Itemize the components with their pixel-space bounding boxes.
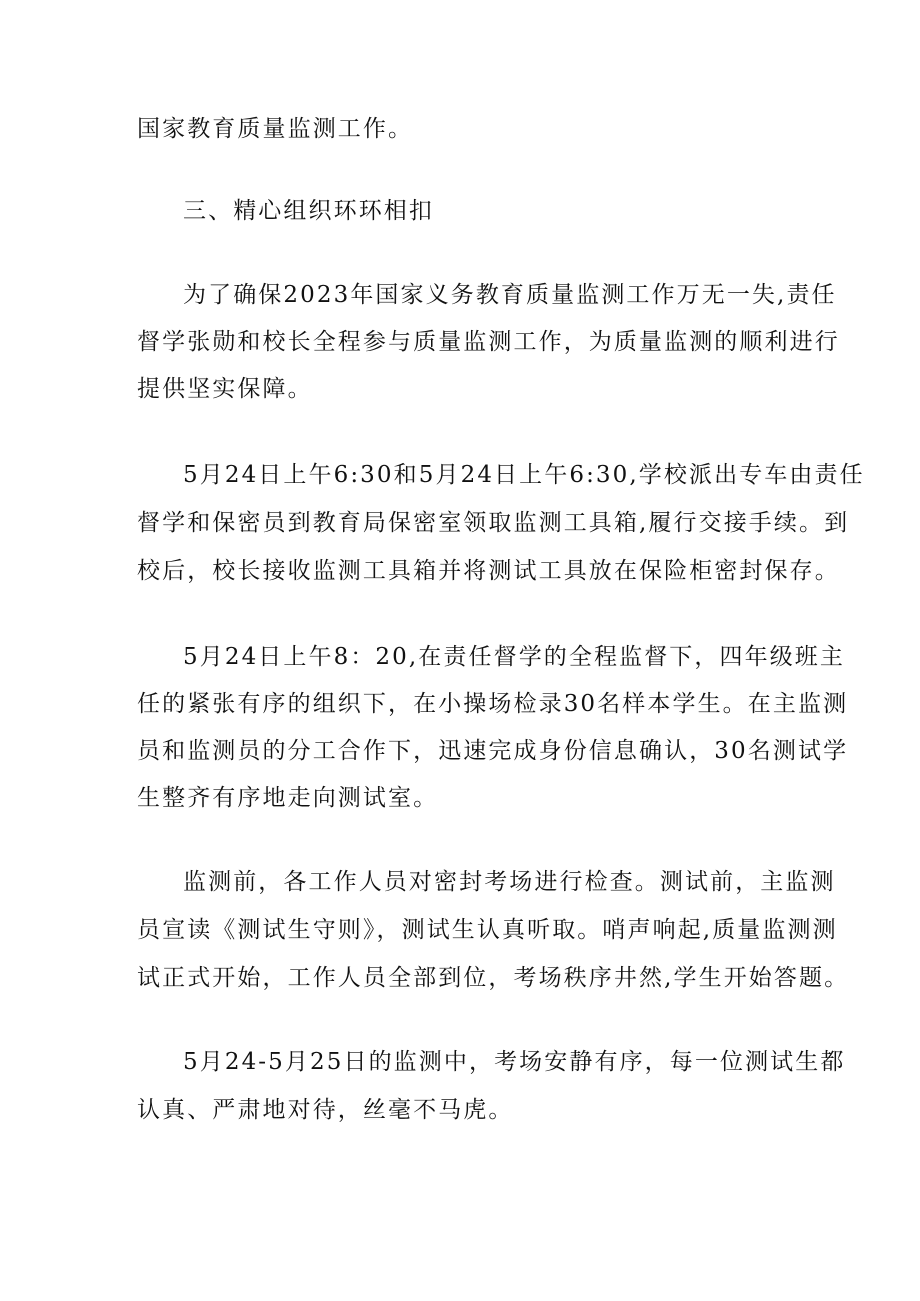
paragraph-1-line-1: 为了确保2023年国家义务教育质量监测工作万无一失,责任 bbox=[183, 282, 837, 308]
paragraph-5-line-2: 认真、严肃地对待，丝毫不马虎。 bbox=[137, 1097, 514, 1123]
section-heading: 三、精心组织环环相扣 bbox=[183, 198, 434, 224]
paragraph-3-line-4: 生整齐有序地走向测试室。 bbox=[137, 785, 439, 811]
intro-line: 国家教育质量监测工作。 bbox=[137, 116, 414, 142]
paragraph-4-line-2: 员宣读《测试生守则》，测试生认真听取。哨声响起,质量监测测 bbox=[137, 917, 838, 943]
paragraph-3-line-1: 5月24日上午8：20,在责任督学的全程监督下，四年级班主 bbox=[183, 644, 846, 670]
paragraph-1-line-2: 督学张勋和校长全程参与质量监测工作，为质量监测的顺利进行 bbox=[137, 329, 840, 355]
paragraph-2-line-3: 校后，校长接收监测工具箱并将测试工具放在保险柜密封保存。 bbox=[137, 558, 840, 584]
paragraph-3-line-2: 任的紧张有序的组织下，在小操场检录30名样本学生。在主监测 bbox=[137, 691, 849, 717]
paragraph-4-line-3: 试正式开始，工作人员全部到位，考场秩序井然,学生开始答题。 bbox=[137, 965, 850, 991]
paragraph-2-line-1: 5月24日上午6:30和5月24日上午6:30,学校派出专车由责任 bbox=[183, 462, 865, 488]
paragraph-5-line-1: 5月24-5月25日的监测中，考场安静有序，每一位测试生都 bbox=[183, 1049, 846, 1075]
paragraph-4-line-1: 监测前，各工作人员对密封考场进行检查。测试前，主监测 bbox=[183, 869, 836, 895]
paragraph-1-line-3: 提供坚实保障。 bbox=[137, 376, 313, 402]
paragraph-3-line-3: 员和监测员的分工合作下，迅速完成身份信息确认，30名测试学 bbox=[137, 738, 849, 764]
paragraph-2-line-2: 督学和保密员到教育局保密室领取监测工具箱,履行交接手续。到 bbox=[137, 510, 850, 536]
